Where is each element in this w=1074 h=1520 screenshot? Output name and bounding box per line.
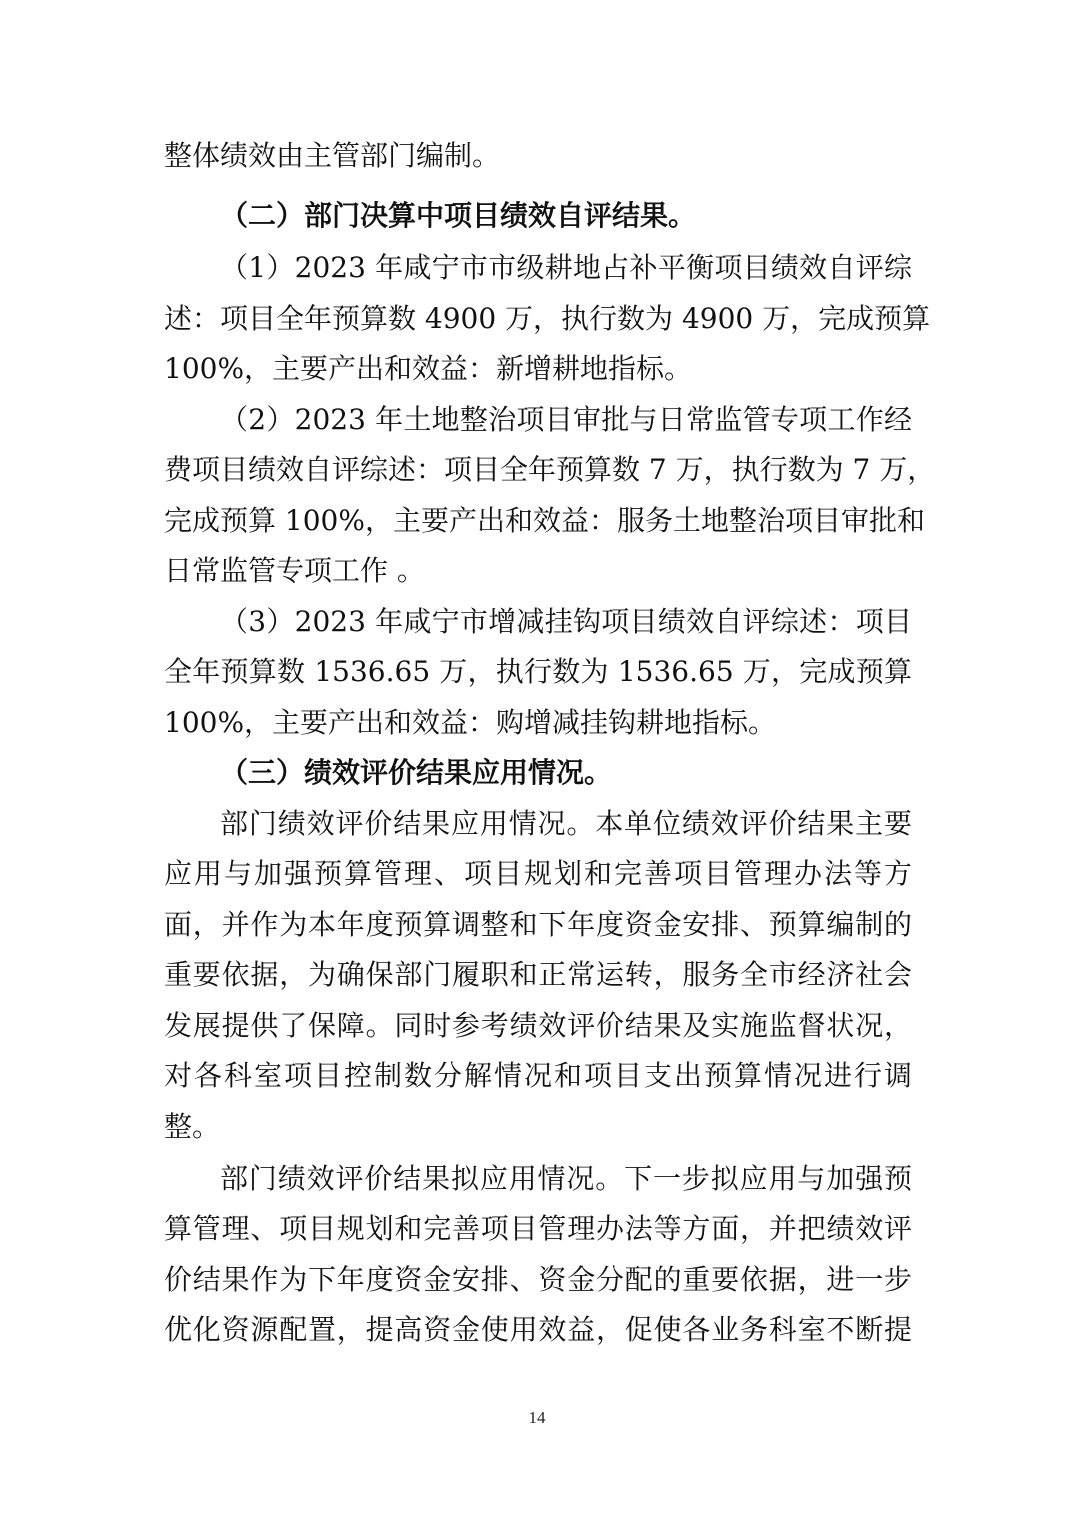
body-line: 算管理、项目规划和完善项目管理办法等方面，并把绩效评 xyxy=(164,1212,912,1245)
body-line: （2）2023 年土地整治项目审批与日常监管专项工作经 xyxy=(220,403,912,436)
body-line: 整。 xyxy=(164,1110,221,1143)
body-line: 发展提供了保障。同时参考绩效评价结果及实施监督状况， xyxy=(164,1009,912,1042)
body-line: 部门绩效评价结果拟应用情况。下一步拟应用与加强预 xyxy=(220,1162,912,1195)
body-line: 100%，主要产出和效益：购增减挂钩耕地指标。 xyxy=(164,706,777,739)
section-heading: （三）绩效评价结果应用情况。 xyxy=(220,756,613,789)
body-line: 费项目绩效自评综述：项目全年预算数 7 万，执行数为 7 万， xyxy=(164,453,936,486)
body-line: 部门绩效评价结果应用情况。本单位绩效评价结果主要 xyxy=(220,807,912,840)
body-line: 应用与加强预算管理、项目规划和完善项目管理办法等方 xyxy=(164,857,912,890)
body-line: 全年预算数 1536.65 万，执行数为 1536.65 万，完成预算 xyxy=(164,655,912,688)
body-line: 优化资源配置，提高资金使用效益，促使各业务科室不断提 xyxy=(164,1313,912,1346)
body-line: （3）2023 年咸宁市增减挂钩项目绩效自评综述：项目 xyxy=(220,605,912,638)
body-line: （1）2023 年咸宁市市级耕地占补平衡项目绩效自评综 xyxy=(220,251,912,284)
body-line: 述：项目全年预算数 4900 万，执行数为 4900 万，完成预算 xyxy=(164,302,931,335)
page-number: 14 xyxy=(528,1408,546,1427)
section-heading: （二）部门决算中项目绩效自评结果。 xyxy=(220,199,697,232)
body-line: 整体绩效由主管部门编制。 xyxy=(164,139,501,172)
body-line: 面，并作为本年度预算调整和下年度资金安排、预算编制的 xyxy=(164,908,912,941)
body-line: 价结果作为下年度资金安排、资金分配的重要依据，进一步 xyxy=(164,1263,912,1296)
body-line: 日常监管专项工作 。 xyxy=(164,554,425,587)
body-line: 完成预算 100%，主要产出和效益：服务土地整治项目审批和 xyxy=(164,504,925,537)
body-line: 100%，主要产出和效益：新增耕地指标。 xyxy=(164,352,693,385)
body-line: 对各科室项目控制数分解情况和项目支出预算情况进行调 xyxy=(164,1059,912,1092)
body-line: 重要依据，为确保部门履职和正常运转，服务全市经济社会 xyxy=(164,958,912,991)
